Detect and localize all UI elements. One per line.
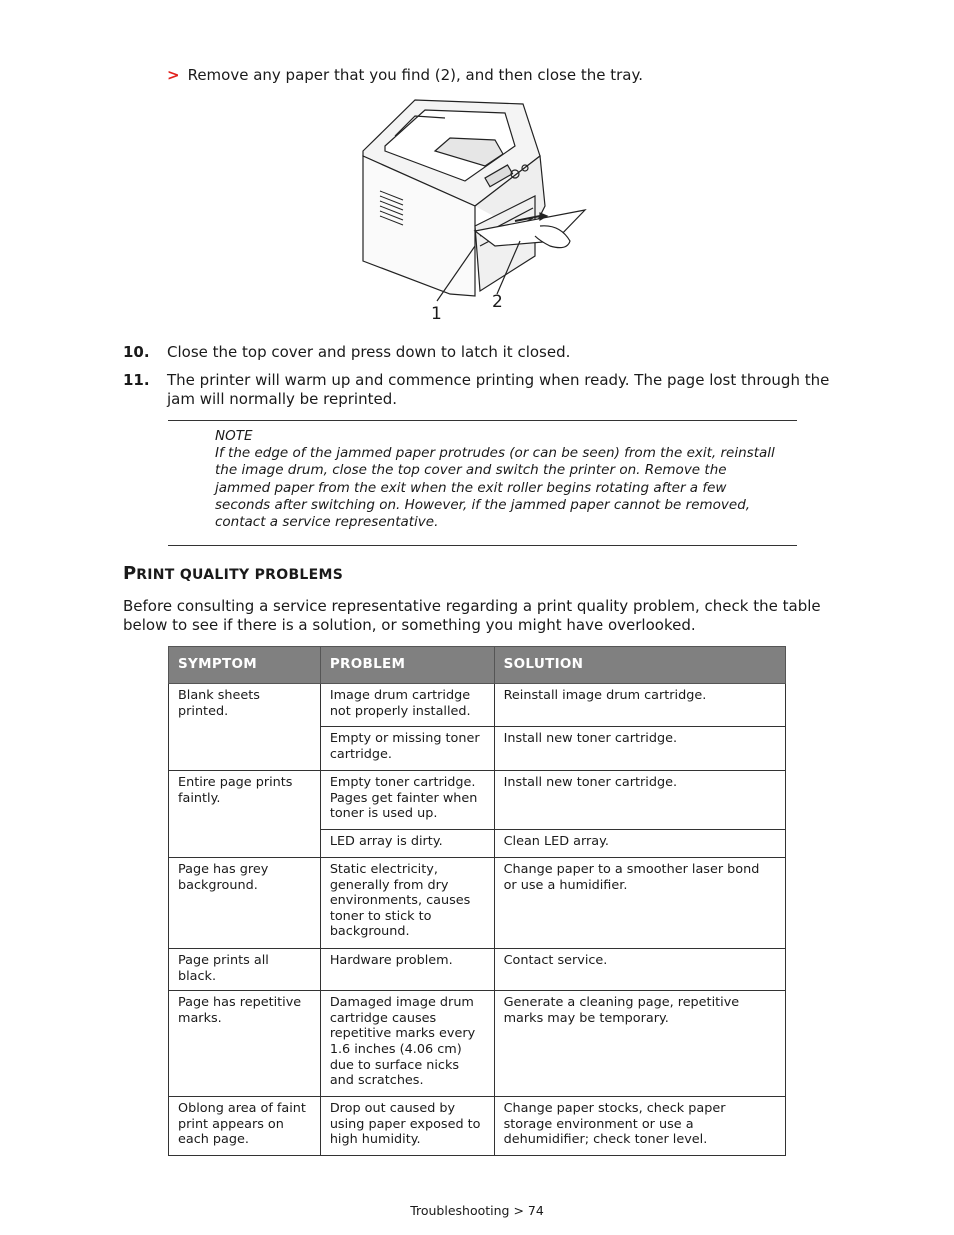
cell-problem: LED array is dirty. xyxy=(320,830,494,858)
note-top-rule xyxy=(168,420,797,421)
header-symptom: SYMPTOM xyxy=(169,647,321,684)
cell-symptom: Page has grey background. xyxy=(169,858,321,949)
step-text: The printer will warm up and commence printing when ready. The page lost through the jam will normally be reprinted. xyxy=(167,371,830,408)
substep-marker: > xyxy=(167,66,180,84)
cell-symptom: Page prints all black. xyxy=(169,949,321,991)
cell-problem: Drop out caused by using paper exposed to high humidity. xyxy=(320,1097,494,1156)
cell-solution: Reinstall image drum cartridge. xyxy=(494,684,785,727)
cell-solution: Generate a cleaning page, repetitive marks may be temporary. xyxy=(494,991,785,1097)
note-bottom-rule xyxy=(168,545,797,546)
printer-drawing xyxy=(355,96,595,328)
cell-problem: Image drum cartridge not properly installed. xyxy=(320,684,494,727)
table-row xyxy=(169,991,786,1097)
cell-symptom: Page has repetitive marks. xyxy=(169,991,321,1097)
callout-1: 1 xyxy=(431,304,442,324)
note-text: If the edge of the jammed paper protrudes (or can be seen) from the exit, reinstall the image drum, close the top cover and switch the printer on. Remove the jammed paper from the exit when the exit roller begins rotating after a few seconds after switching on. However, if the jammed paper cannot be removed, contact a service representative. xyxy=(215,445,775,531)
cell-solution: Change paper stocks, check paper storage environment or use a dehumidifier; check toner level. xyxy=(494,1097,785,1156)
cell-problem: Empty or missing toner cartridge. xyxy=(320,727,494,771)
table-row xyxy=(169,684,786,727)
cell-symptom: Oblong area of faint print appears on each page. xyxy=(169,1097,321,1156)
cell-problem: Hardware problem. xyxy=(320,949,494,991)
note-label: NOTE xyxy=(215,428,253,444)
cell-problem: Empty toner cartridge. Pages get fainter when toner is used up. xyxy=(320,771,494,830)
table-row xyxy=(169,949,786,991)
cell-symptom: Entire page prints faintly. xyxy=(169,771,321,858)
callout-2: 2 xyxy=(492,292,503,312)
table-header-row xyxy=(169,647,786,684)
cell-solution: Contact service. xyxy=(494,949,785,991)
cell-solution: Install new toner cartridge. xyxy=(494,727,785,771)
step-text: Close the top cover and press down to latch it closed. xyxy=(167,343,571,361)
heading-rest: RINT QUALITY PROBLEMS xyxy=(136,567,344,583)
table-row xyxy=(169,858,786,949)
cell-solution: Clean LED array. xyxy=(494,830,785,858)
step-number: 10. xyxy=(123,343,150,361)
cell-problem: Static electricity, generally from dry environments, causes toner to stick to background. xyxy=(320,858,494,949)
table-row xyxy=(169,1097,786,1156)
header-solution: SOLUTION xyxy=(494,647,785,684)
substep-text: Remove any paper that you find (2), and then close the tray. xyxy=(187,66,643,84)
section-heading xyxy=(123,563,343,584)
substep xyxy=(167,66,643,84)
page-footer: Troubleshooting > 74 xyxy=(410,1203,544,1218)
section-intro: Before consulting a service representative regarding a print quality problem, check the table below to see if there is a solution, or something you might have overlooked. xyxy=(123,597,821,634)
step-number: 11. xyxy=(123,371,150,389)
cell-problem: Damaged image drum cartridge causes repetitive marks every 1.6 inches (4.06 cm) due to surface nicks and scratches. xyxy=(320,991,494,1097)
cell-solution: Change paper to a smoother laser bond or use a humidifier. xyxy=(494,858,785,949)
header-problem: PROBLEM xyxy=(320,647,494,684)
note xyxy=(215,428,785,531)
print-quality-table xyxy=(168,646,786,1156)
table-row xyxy=(169,771,786,830)
heading-initial: P xyxy=(123,563,137,584)
cell-symptom: Blank sheets printed. xyxy=(169,684,321,771)
cell-solution: Install new toner cartridge. xyxy=(494,771,785,830)
printer-illustration xyxy=(355,96,595,328)
